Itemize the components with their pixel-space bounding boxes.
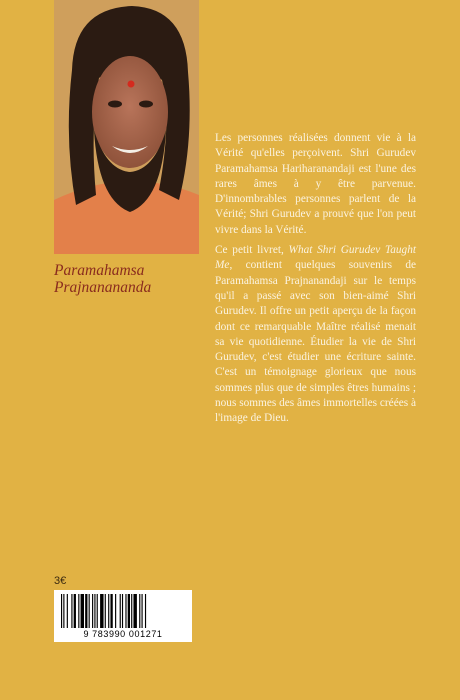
barcode-bar xyxy=(67,594,68,628)
caption-line-2: Prajnanananda xyxy=(54,279,152,296)
caption-line-1: Paramahamsa xyxy=(54,262,145,279)
barcode-bar xyxy=(63,594,64,628)
back-cover-text xyxy=(215,131,416,432)
author-photo xyxy=(54,0,199,254)
barcode-bar xyxy=(133,594,136,628)
barcode-bar xyxy=(131,594,132,628)
barcode-bar xyxy=(100,594,103,628)
barcode-bar xyxy=(71,594,72,628)
isbn-barcode xyxy=(54,590,192,642)
barcode-bar xyxy=(94,594,95,628)
barcode-bar xyxy=(61,594,62,628)
barcode-bar xyxy=(115,594,116,628)
paragraph-1: Les personnes réalisées donnent vie à la Vérité qu'elles perçoivent. Shri Gurudev Paramahamsa Hariharanandaji est l'une des rares âmes à y être parvenue. D'innombrables personnes parlent de la Vérité; Shri Gurudev a prouvé que l'on peut vivre dans la Vérité. xyxy=(215,132,416,236)
barcode-bar xyxy=(145,594,146,628)
barcode-bar xyxy=(125,594,126,628)
barcode-bar xyxy=(81,594,84,628)
paragraph-2 xyxy=(215,243,416,427)
price-label: 3€ xyxy=(54,575,67,587)
barcode-bar xyxy=(89,594,90,628)
paragraph-2-rest: , contient quelques souvenirs de Paramahamsa Prajnanandaji sur le temps qu'il a passé avec son bien-aimé Shri Gurudev. Il offre un petit aperçu de la façon dont ce remarquable Maître réalisé menait sa vie quotidienne. Étudier la vie de Shri Gurudev, c'est étudier une écriture sainte. C'est un témoignage glorieux que nous sommes plus que de simples êtres humains ; nous sommes des âmes immortelles créées à l'image de Dieu. xyxy=(215,259,416,425)
barcode-bar xyxy=(122,594,123,628)
barcode-bar xyxy=(85,594,87,628)
isbn-number: 9 783990 001271 xyxy=(83,629,163,639)
author-name-caption xyxy=(54,262,214,296)
barcode-bar xyxy=(74,594,76,628)
barcode-bar xyxy=(128,594,130,628)
barcode-bar xyxy=(97,594,98,628)
barcode-bar xyxy=(78,594,79,628)
paragraph-2-start: Ce petit livret, xyxy=(215,244,289,257)
barcode-bar xyxy=(108,594,109,628)
portrait-image xyxy=(54,0,199,254)
barcode-bars xyxy=(59,594,187,628)
barcode-bar xyxy=(120,594,121,628)
barcode-bar xyxy=(110,594,112,628)
barcode-bar xyxy=(92,594,93,628)
barcode-bar xyxy=(139,594,140,628)
book-title: What Shri Gurudev Taught Me xyxy=(215,244,416,272)
barcode-bar xyxy=(105,594,106,628)
barcode-bar xyxy=(142,594,143,628)
